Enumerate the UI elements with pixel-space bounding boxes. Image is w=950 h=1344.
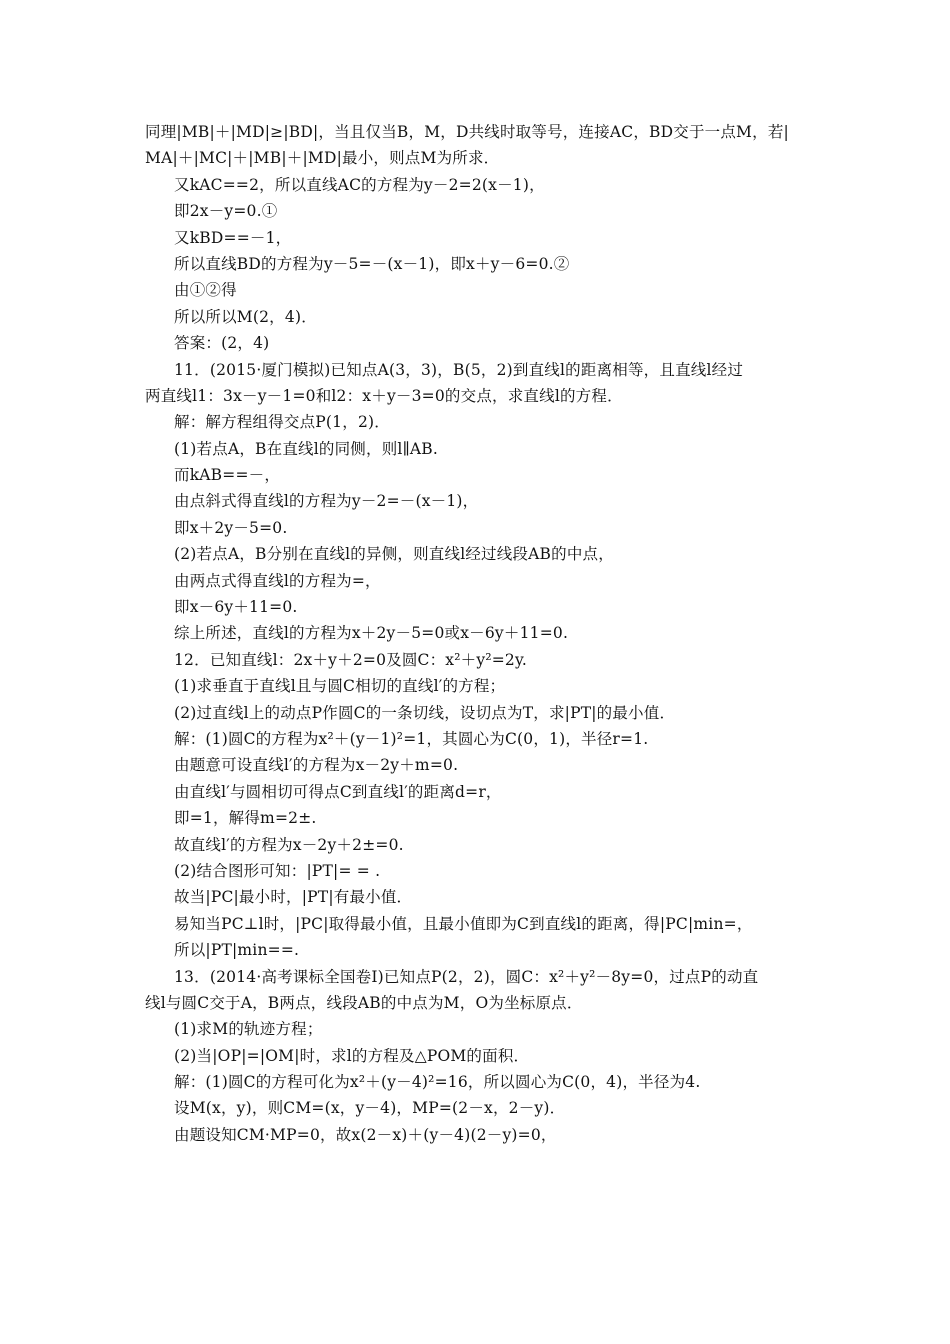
text-line: 综上所述，直线l的方程为x＋2y－5=0或x－6y＋11=0. [174, 624, 569, 643]
text-line: (1)若点A，B在直线l的同侧，则l∥AB. [174, 439, 439, 458]
text-line: 所以|PT|min==. [174, 941, 300, 960]
text-line: (1)求垂直于直线l且与圆C相切的直线l′的方程； [174, 677, 506, 696]
text-line: 即=1，解得m=2±. [174, 809, 317, 828]
text-line: 故直线l′的方程为x－2y＋2±=0. [174, 835, 404, 854]
document-body [145, 119, 815, 1148]
text-line: 由直线l′与圆相切可得点C到直线l′的距离d=r， [174, 782, 502, 801]
text-line: 而kAB==－， [174, 466, 281, 485]
text-line: 13．(2014·高考课标全国卷Ⅰ)已知点P(2，2)，圆C：x²＋y²－8y=0，过点P的动直 [174, 967, 759, 986]
text-line: 答案：(2，4) [174, 334, 270, 353]
text-line: 两直线l1：3x－y－1=0和l2：x＋y－3=0的交点，求直线l的方程． [145, 386, 623, 405]
text-line: 11．(2015·厦门模拟)已知点A(3，3)，B(5，2)到直线l的距离相等，且直线l经过 [174, 360, 744, 379]
text-line: 又kAC==2，所以直线AC的方程为y－2=2(x－1)， [174, 175, 545, 194]
text-line: 由点斜式得直线l的方程为y－2=－(x－1)， [174, 492, 479, 511]
text-line: MA|＋|MC|＋|MB|＋|MD|最小，则点M为所求． [145, 149, 500, 168]
text-line: 同理|MB|＋|MD|≥|BD|，当且仅当B，M，D共线时取等号，连接AC，BD交于一点M，若| [145, 123, 789, 141]
text-line: 解：解方程组得交点P(1，2)． [174, 413, 390, 432]
text-line: 即x＋2y－5=0. [174, 518, 288, 537]
text-line: 设M(x，y)，则CM=(x，y－4)，MP=(2－x，2－y)． [174, 1099, 566, 1118]
text-line: 即x－6y＋11=0. [174, 598, 298, 617]
text-line: 即2x－y=0.① [174, 202, 278, 221]
text-line: 由①②得 [174, 281, 237, 300]
text-line: 故当|PC|最小时，|PT|有最小值． [174, 888, 413, 907]
text-line: (2)当|OP|=|OM|时，求l的方程及△POM的面积． [174, 1046, 530, 1065]
text-line: 12．已知直线l：2x＋y＋2=0及圆C：x²＋y²=2y. [174, 650, 528, 669]
text-line: (2)结合图形可知：|PT|= = . [174, 861, 381, 880]
text-line: 由题意可设直线l′的方程为x－2y＋m=0. [174, 756, 459, 775]
text-line: 线l与圆C交于A，B两点，线段AB的中点为M，O为坐标原点． [145, 993, 583, 1012]
text-line: 所以所以M(2，4)． [174, 307, 317, 326]
text-line: (2)过直线l上的动点P作圆C的一条切线，设切点为T，求|PT|的最小值． [174, 703, 676, 722]
text-line: 所以直线BD的方程为y－5=－(x－1)，即x＋y－6=0.② [174, 254, 570, 273]
text-line: 由两点式得直线l的方程为=， [174, 571, 381, 590]
text-line: 由题设知CM·MP=0，故x(2－x)＋(y－4)(2－y)=0， [174, 1125, 557, 1144]
text-line: 又kBD==－1， [174, 228, 292, 247]
text-line: 解：(1)圆C的方程可化为x²＋(y－4)²=16，所以圆心为C(0，4)，半径为4. [174, 1073, 701, 1092]
text-line: 解：(1)圆C的方程为x²＋(y－1)²=1，其圆心为C(0，1)，半径r=1. [174, 729, 649, 748]
text-line: 易知当PC⊥l时，|PC|取得最小值，且最小值即为C到直线l的距离，得|PC|min=， [174, 914, 753, 933]
text-line: (2)若点A，B分别在直线l的异侧，则直线l经过线段AB的中点， [174, 545, 614, 564]
text-line: (1)求M的轨迹方程； [174, 1020, 323, 1039]
